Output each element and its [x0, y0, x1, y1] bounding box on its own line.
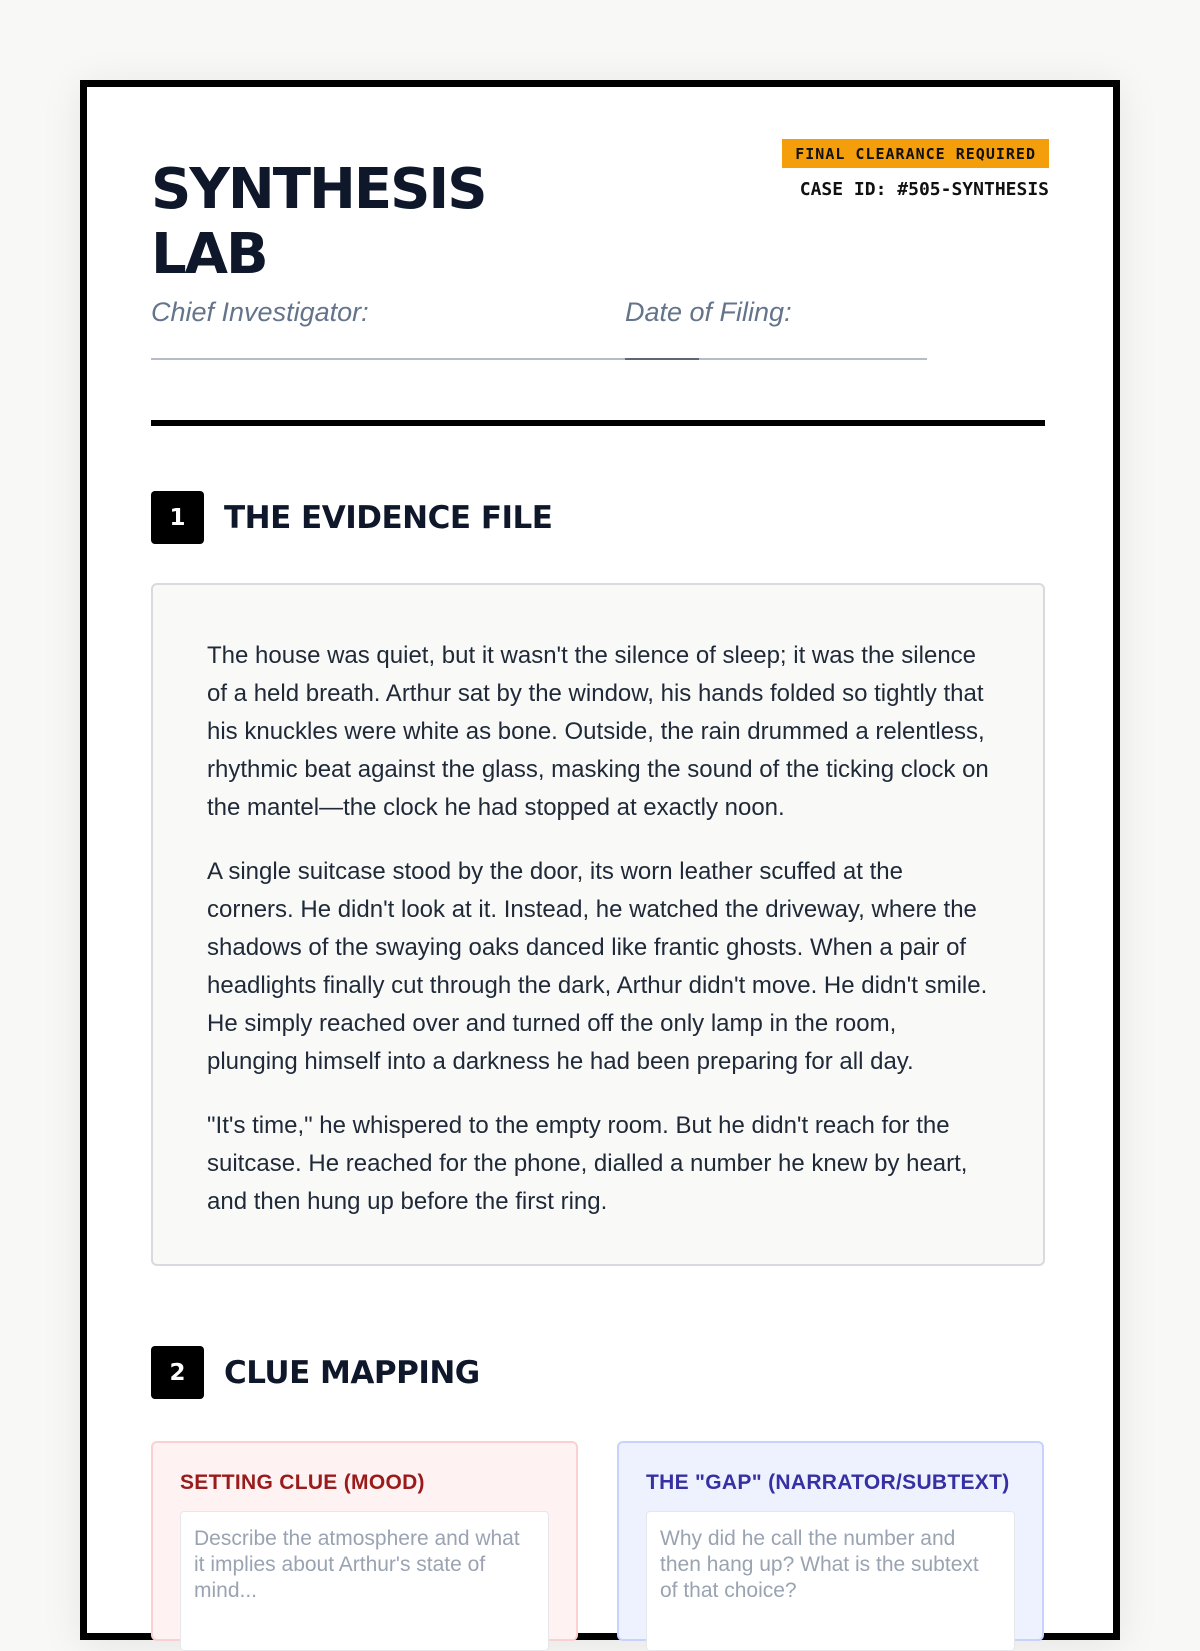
title-line-2: LAB — [151, 222, 267, 287]
evidence-paragraph: The house was quiet, but it wasn't the silence of sleep; it was the silence of a held breath. Arthur sat by the window, his hands folded so tightly that his knuckles were white as bone. Outside, the rain drummed a relentless, rhythmic beat against the glass, masking the sound of the ticking clock on the mantel—the clock he had stopped at exactly noon. — [207, 642, 989, 821]
section-clue-mapping-header — [151, 1346, 480, 1399]
gap-clue-input[interactable] — [646, 1511, 1015, 1651]
section-title: CLUE MAPPING — [224, 1354, 480, 1391]
setting-clue-card — [151, 1441, 578, 1641]
setting-clue-input[interactable] — [180, 1511, 549, 1651]
page-title — [151, 157, 486, 287]
setting-clue-label: SETTING CLUE (MOOD) — [180, 1471, 425, 1494]
section-title: THE EVIDENCE FILE — [224, 499, 553, 536]
header-divider — [151, 420, 1045, 426]
section-number: 1 — [151, 491, 204, 544]
gap-clue-label: THE "GAP" (NARRATOR/SUBTEXT) — [646, 1471, 1010, 1494]
worksheet — [80, 80, 1120, 1640]
evidence-text-box — [151, 583, 1045, 1266]
section-evidence-header — [151, 491, 552, 544]
evidence-paragraph: A single suitcase stood by the door, its worn leather scuffed at the corners. He didn't look at it. Instead, he watched the driveway, where the shadows of the swaying oaks danced like frantic ghosts. When a pair of headlights finally cut through the dark, Arthur didn't move. He didn't smile. He simply reached over and turned off the only lamp in the room, plunging himself into a darkness he had been preparing for all day. — [207, 858, 988, 1075]
gap-clue-card — [617, 1441, 1044, 1641]
title-line-1: SYNTHESIS — [151, 157, 486, 222]
evidence-paragraph: "It's time," he whispered to the empty room. But he didn't reach for the suitcase. He reached for the phone, dialled a number he knew by heart, and then hung up before the first ring. — [207, 1112, 968, 1215]
section-number: 2 — [151, 1346, 204, 1399]
investigator-label: Chief Investigator: — [151, 297, 369, 327]
case-id: CASE ID: #505-SYNTHESIS — [799, 179, 1049, 200]
date-field[interactable] — [625, 358, 927, 360]
investigator-field[interactable] — [151, 358, 625, 360]
date-label: Date of Filing: — [625, 297, 792, 327]
clearance-badge: FINAL CLEARANCE REQUIRED — [782, 139, 1049, 168]
